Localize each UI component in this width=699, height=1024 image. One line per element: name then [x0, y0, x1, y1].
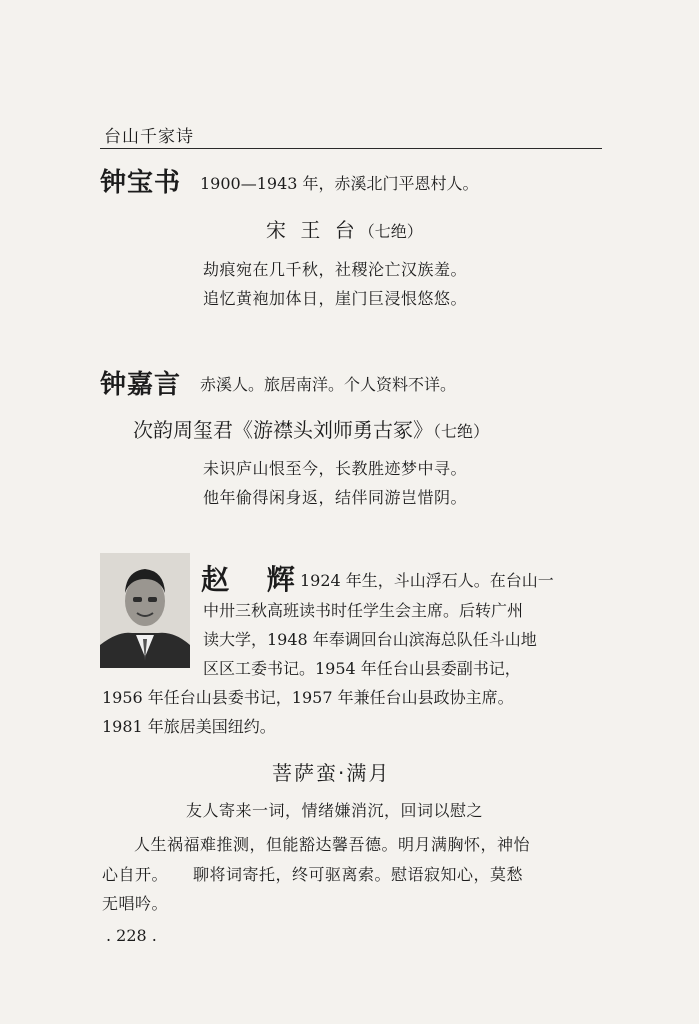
- verse-line: 劫痕宛在几千秋，社稷沦亡汉族羞。: [203, 260, 468, 279]
- bio-line: 读大学，1948 年奉调回台山滨海总队任斗山地: [203, 630, 537, 649]
- author-photo: [100, 553, 190, 668]
- bio-line: 区区工委书记。1954 年任台山县委副书记，: [203, 659, 521, 678]
- author-name-1: 钟宝书: [100, 168, 182, 198]
- poem-heading-1: [266, 214, 423, 243]
- poem-heading-2: [133, 414, 489, 443]
- poem-preface: 友人寄来一词，情绪嫌消沉，回词以慰之: [186, 801, 484, 820]
- author-name-3: 赵 辉: [201, 563, 309, 596]
- bio-line: 中卅三秋高班读书时任学生会主席。后转广州: [203, 601, 524, 620]
- verse-line: 追忆黄袍加体日，崖门巨浸恨悠悠。: [203, 289, 468, 308]
- author-name-2: 钟嘉言: [100, 370, 182, 400]
- verse-line: 无唱吟。: [102, 894, 169, 913]
- bio-line: 1956 年任台山县委书记，1957 年兼任台山县政协主席。: [102, 688, 514, 707]
- page-number: . 228 .: [106, 926, 157, 945]
- author-bio-2: 赤溪人。旅居南洋。个人资料不详。: [200, 375, 457, 394]
- header-rule: [100, 148, 602, 149]
- verse-line: 未识庐山恨至今，长教胜迹梦中寻。: [203, 459, 468, 478]
- running-header: 台山千家诗: [104, 127, 194, 147]
- poem-form-1: （七绝）: [358, 222, 423, 241]
- author-bio-1: 1900—1943 年，赤溪北门平恩村人。: [200, 174, 479, 193]
- poem-title-2: 次韵周玺君《游襟头刘师勇古冢》: [133, 418, 433, 442]
- bio-line: 1981 年旅居美国纽约。: [102, 717, 276, 736]
- verse-line: 人生祸福难推测，但能豁达馨吾德。明月满胸怀，神怡: [134, 835, 531, 854]
- poem-title-3: 菩萨蛮·满月: [272, 761, 391, 785]
- verse-line: 心自开。 聊将词寄托，终可驱离索。慰语寂知心，莫愁: [102, 865, 524, 884]
- poem-form-2: （七绝）: [433, 422, 490, 441]
- poem-title-1: 宋 王 台: [266, 218, 359, 242]
- author-bio-3: 1924 年生，斗山浮石人。在台山一: [300, 571, 554, 590]
- verse-line: 他年偷得闲身返，结伴同游岂惜阴。: [203, 488, 468, 507]
- portrait-image: [100, 553, 190, 668]
